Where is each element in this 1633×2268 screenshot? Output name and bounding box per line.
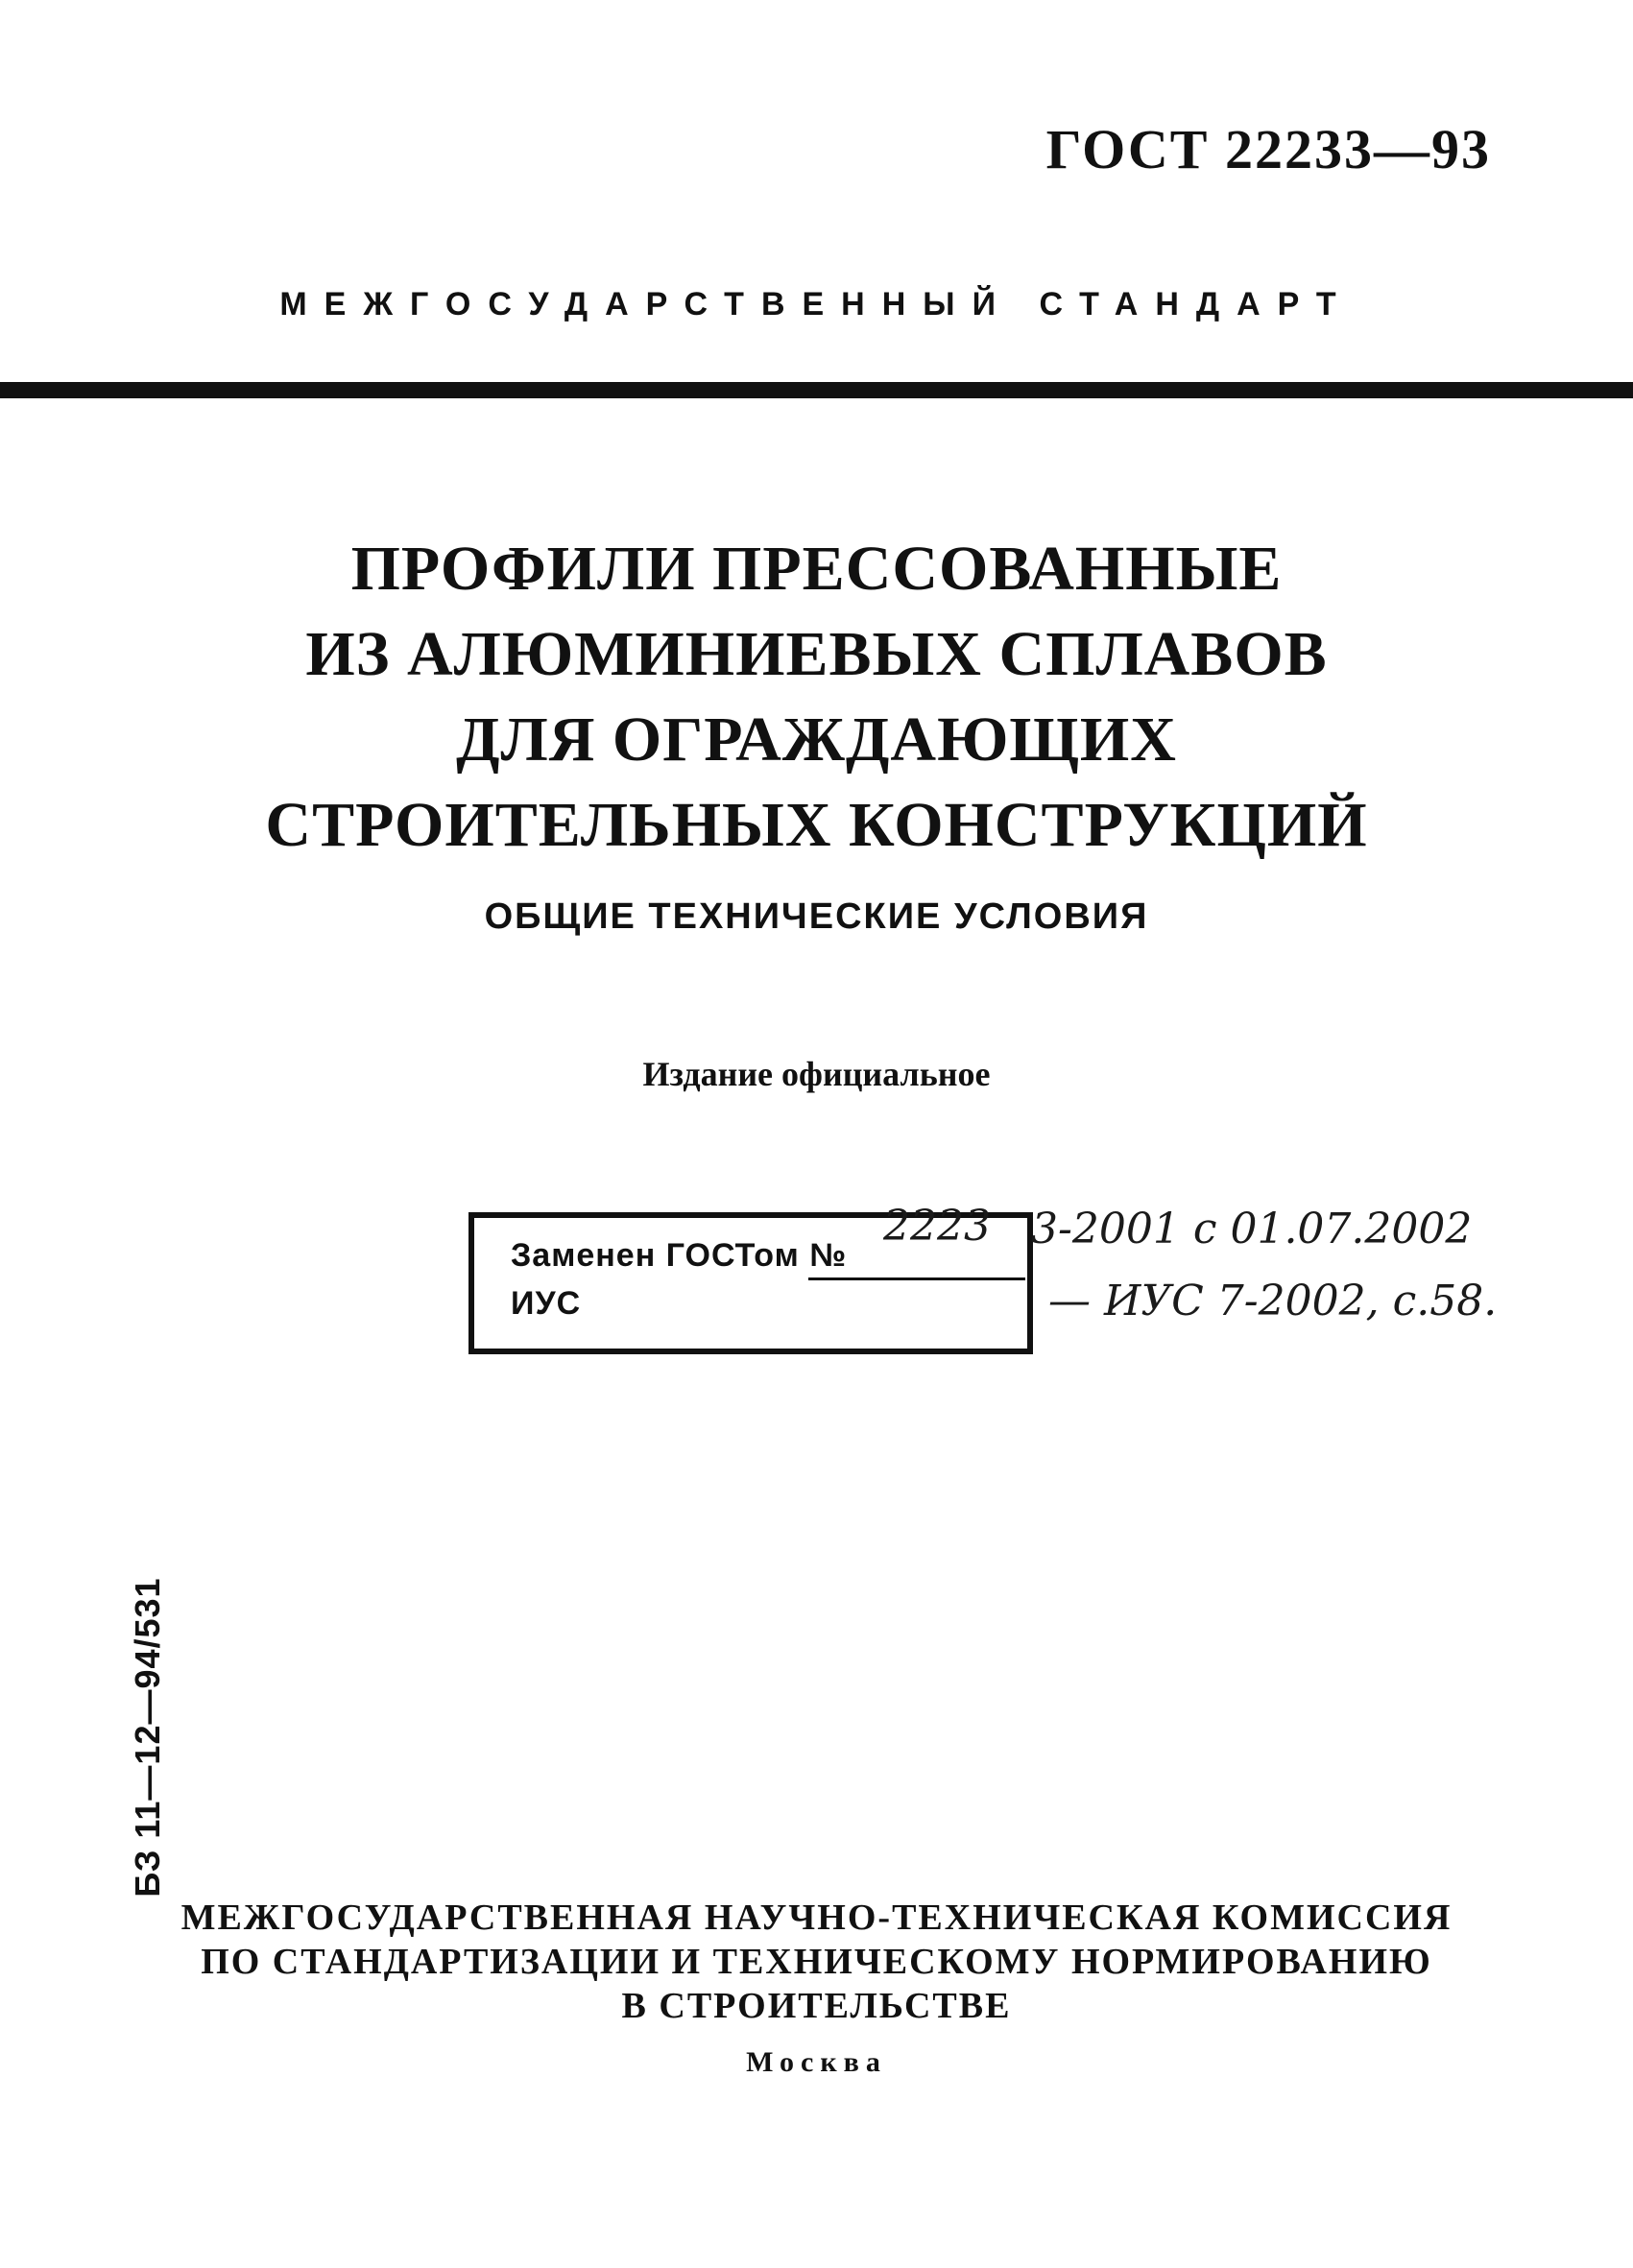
title-line: ИЗ АЛЮМИНИЕВЫХ СПЛАВОВ [305, 619, 1328, 689]
publisher-block [0, 1896, 1633, 2028]
handwritten-replacement-number-part1: 2223 [883, 1202, 991, 1251]
stamp-replaced-by-label: Заменен ГОСТом № [511, 1237, 848, 1274]
title-line: ПРОФИЛИ ПРЕССОВАННЫЕ [350, 534, 1283, 604]
document-subtitle: ОБЩИЕ ТЕХНИЧЕСКИЕ УСЛОВИЯ [484, 896, 1149, 937]
side-print-code: БЗ 11—12—94/531 [128, 1577, 167, 1898]
gost-number: ГОСТ 22233—93 [1045, 118, 1491, 180]
title-line: СТРОИТЕЛЬНЫХ КОНСТРУКЦИЙ [265, 790, 1368, 860]
stamp-ius-label: ИУС [511, 1285, 582, 1322]
publication-city: Москва [746, 2046, 887, 2078]
handwritten-source-reference: — ИУС 7-2002, с.58. [1048, 1277, 1498, 1325]
publisher-line: ПО СТАНДАРТИЗАЦИИ И ТЕХНИЧЕСКОМУ НОРМИРОВАНИЮ [201, 1942, 1432, 1982]
edition-label: Издание официальное [642, 1055, 991, 1093]
title-line: ДЛЯ ОГРАЖДАЮЩИХ [456, 704, 1177, 775]
handwritten-replacement-number-part2: 3-2001 с 01.07.2002 [1031, 1205, 1473, 1253]
header-divider [0, 382, 1633, 398]
standard-type-heading: МЕЖГОСУДАРСТВЕННЫЙ СТАНДАРТ [279, 286, 1354, 322]
publisher-line: В СТРОИТЕЛЬСТВЕ [621, 1986, 1012, 2026]
document-title [0, 526, 1633, 868]
stamp-underline [808, 1277, 1025, 1280]
publisher-line: МЕЖГОСУДАРСТВЕННАЯ НАУЧНО-ТЕХНИЧЕСКАЯ КОМИССИЯ [180, 1898, 1453, 1938]
